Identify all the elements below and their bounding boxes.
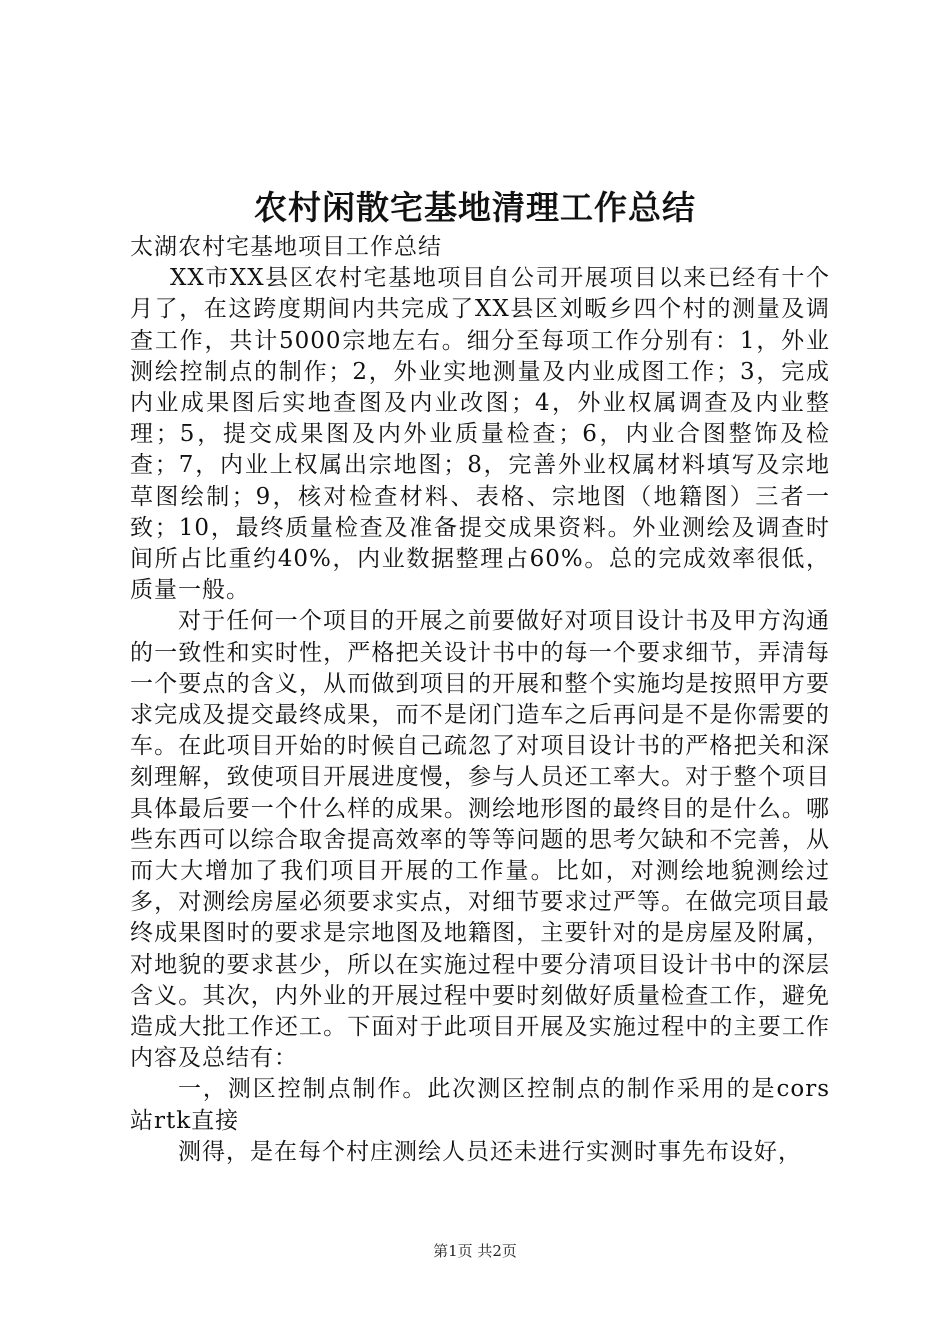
document-title: 农村闲散宅基地清理工作总结 xyxy=(254,188,696,227)
paragraph: 测得，是在每个村庄测绘人员还未进行实测时事先布设好， xyxy=(178,1138,802,1165)
paragraph: XX市XX县区农村宅基地项目自公司开展项目以来已经有十个月了，在这跨度期间内共完成了XX县区刘畈乡四个村的测量及调查工作，共计5000宗地左右。细分至每项工作分别有：1，外业测绘控制点的制作；2，外业实地测量及内业成图工作；3，完成内业成果图后实地查图及内业改图；4，外业权属调查及内业整理；5，提交成果图及内外业质量检查；6，内业合图整饰及检查；7，内业上权属出宗地图；8，完善外业权属材料填写及宗地草图绘制；9，核对检查材料、表格、宗地图（地籍图）三者一致；10，最终质量检查及准备提交成果资料。外业测绘及调查时间所占比重约40%，内业数据整理占60%。总的完成效率很低，质量一般。 xyxy=(130,265,830,604)
document-subtitle: 太湖农村宅基地项目工作总结 xyxy=(130,234,442,260)
page-number-footer: 第1页 共2页 xyxy=(433,1242,517,1260)
document-body xyxy=(130,232,830,1168)
paragraph: 一，测区控制点制作。此次测区控制点的制作采用的是cors站rtk直接 xyxy=(130,1076,830,1134)
paragraph: 对于任何一个项目的开展之前要做好对项目设计书及甲方沟通的一致性和实时性，严格把关设计书中的每一个要求细节，弄清每一个要点的含义，从而做到项目的开展和整个实施均是按照甲方要求完成及提交最终成果，而不是闭门造车之后再问是不是你需要的车。在此项目开始的时候自己疏忽了对项目设计书的严格把关和深刻理解，致使项目开展进度慢，参与人员还工率大。对于整个项目具体最后要一个什么样的成果。测绘地形图的最终目的是什么。哪些东西可以综合取舍提高效率的等等问题的思考欠缺和不完善，从而大大增加了我们项目开展的工作量。比如，对测绘地貌测绘过多，对测绘房屋必须要求实点，对细节要求过严等。在做完项目最终成果图时的要求是宗地图及地籍图，主要针对的是房屋及附属，对地貌的要求甚少，所以在实施过程中要分清项目设计书中的深层含义。其次，内外业的开展过程中要时刻做好质量检查工作，避免造成大批工作还工。下面对于此项目开展及实施过程中的主要工作内容及总结有： xyxy=(130,608,830,1072)
